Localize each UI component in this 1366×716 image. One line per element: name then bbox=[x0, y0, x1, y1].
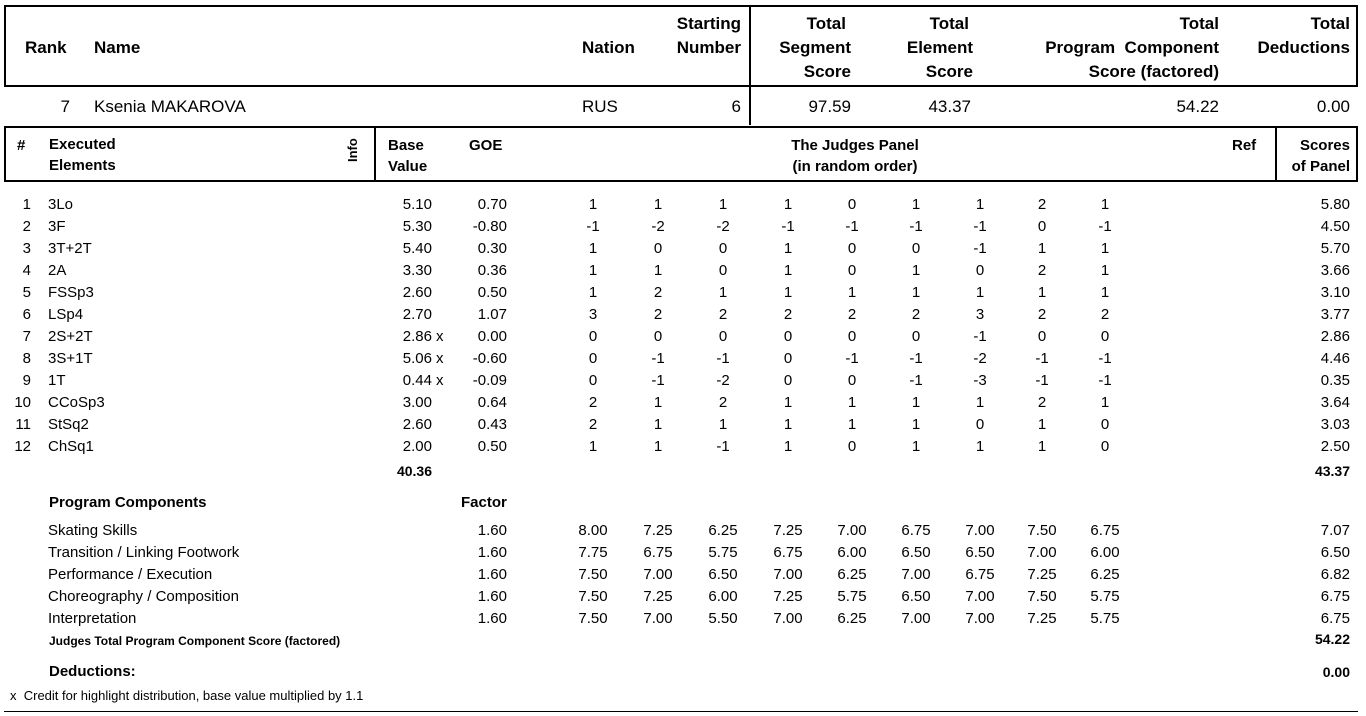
element-panel-score: 5.80 bbox=[1320, 196, 1350, 213]
component-factor: 1.60 bbox=[477, 544, 507, 561]
component-judge-mark: 6.75 bbox=[643, 544, 673, 561]
component-judge-mark: 7.00 bbox=[643, 610, 673, 627]
component-judge-mark: 7.00 bbox=[901, 610, 931, 627]
element-judge-mark: 1 bbox=[911, 438, 921, 455]
element-judge-mark: 2 bbox=[653, 284, 663, 301]
footnote: x Credit for highlight distribution, base value multiplied by 1.1 bbox=[10, 688, 364, 703]
element-judge-mark: 1 bbox=[847, 416, 857, 433]
element-judge-mark: -1 bbox=[1035, 372, 1049, 389]
element-goe: -0.80 bbox=[472, 218, 507, 235]
component-judge-mark: 6.25 bbox=[837, 610, 867, 627]
component-judge-mark: 7.50 bbox=[578, 610, 608, 627]
element-goe: 0.70 bbox=[477, 196, 507, 213]
skater-starting-number: 6 bbox=[731, 97, 741, 116]
element-judge-mark: 1 bbox=[653, 196, 663, 213]
element-judge-mark: 0 bbox=[653, 328, 663, 345]
element-name: 2S+2T bbox=[48, 328, 93, 345]
element-judge-mark: 1 bbox=[783, 394, 793, 411]
element-goe: 1.07 bbox=[477, 306, 507, 323]
component-factor: 1.60 bbox=[477, 588, 507, 605]
element-judge-mark: 1 bbox=[911, 262, 921, 279]
component-panel-score: 6.75 bbox=[1320, 610, 1350, 627]
pcs-label-line1: Total bbox=[1179, 14, 1219, 33]
element-judge-mark: -1 bbox=[651, 372, 665, 389]
element-judge-mark: 0 bbox=[718, 262, 728, 279]
element-judge-mark: 0 bbox=[847, 262, 857, 279]
element-panel-score: 5.70 bbox=[1320, 240, 1350, 257]
element-base-value: 3.30 bbox=[402, 262, 432, 279]
element-number: 3 bbox=[22, 240, 31, 257]
rank-label: Rank bbox=[25, 38, 67, 57]
component-judge-mark: 7.00 bbox=[643, 566, 673, 583]
element-judge-mark: -1 bbox=[909, 350, 923, 367]
element-number: 10 bbox=[14, 394, 31, 411]
element-panel-score: 2.50 bbox=[1320, 438, 1350, 455]
component-judge-mark: 6.50 bbox=[901, 588, 931, 605]
element-judge-mark: 1 bbox=[1100, 284, 1110, 301]
element-judge-mark: -1 bbox=[651, 350, 665, 367]
element-judge-mark: 1 bbox=[911, 394, 921, 411]
component-name: Skating Skills bbox=[48, 522, 138, 539]
component-judge-mark: 7.00 bbox=[965, 522, 995, 539]
element-judge-mark: 2 bbox=[911, 306, 921, 323]
element-judge-mark: 1 bbox=[911, 416, 921, 433]
element-judge-mark: 1 bbox=[588, 240, 598, 257]
element-judge-mark: 0 bbox=[1100, 416, 1110, 433]
element-judge-mark: -1 bbox=[1098, 372, 1112, 389]
col-num-header: # bbox=[17, 137, 26, 154]
element-judge-mark: -1 bbox=[973, 240, 987, 257]
element-bonus-marker: x bbox=[436, 350, 444, 367]
element-judge-mark: -1 bbox=[909, 218, 923, 235]
component-judge-mark: 5.50 bbox=[708, 610, 738, 627]
component-judge-mark: 6.50 bbox=[965, 544, 995, 561]
element-number: 6 bbox=[22, 306, 31, 323]
element-panel-score: 3.66 bbox=[1320, 262, 1350, 279]
element-judge-mark: 2 bbox=[718, 394, 728, 411]
element-goe: 0.50 bbox=[477, 284, 507, 301]
tes-label-line2: Element bbox=[906, 38, 973, 57]
elements-total-base: 40.36 bbox=[396, 463, 432, 479]
element-judge-mark: 3 bbox=[975, 306, 985, 323]
element-judge-mark: -1 bbox=[1098, 350, 1112, 367]
skater-tss: 97.59 bbox=[808, 97, 851, 116]
elements-header-box bbox=[4, 126, 1358, 182]
element-number: 8 bbox=[22, 350, 31, 367]
element-judge-mark: -1 bbox=[845, 218, 859, 235]
col-ref-header: Ref bbox=[1232, 137, 1257, 154]
element-base-value: 5.10 bbox=[402, 196, 432, 213]
element-judge-mark: 1 bbox=[1037, 284, 1047, 301]
col-scores-header-line1: Scores bbox=[1299, 137, 1350, 154]
starting-number-label-line1: Starting bbox=[676, 14, 741, 33]
component-panel-score: 6.75 bbox=[1320, 588, 1350, 605]
element-judge-mark: 0 bbox=[783, 350, 793, 367]
col-executed-header-line2: Elements bbox=[49, 157, 116, 174]
element-judge-mark: -1 bbox=[973, 328, 987, 345]
pcs-total-value: 54.22 bbox=[1314, 631, 1350, 647]
element-judge-mark: 1 bbox=[847, 284, 857, 301]
element-judge-mark: 0 bbox=[718, 240, 728, 257]
component-judge-mark: 7.25 bbox=[773, 522, 803, 539]
component-judge-mark: 6.75 bbox=[965, 566, 995, 583]
element-name: ChSq1 bbox=[48, 438, 94, 455]
info-divider bbox=[374, 126, 376, 182]
element-judge-mark: 2 bbox=[783, 306, 793, 323]
element-name: 3S+1T bbox=[48, 350, 93, 367]
component-judge-mark: 7.00 bbox=[773, 610, 803, 627]
component-judge-mark: 7.25 bbox=[643, 522, 673, 539]
element-judge-mark: 0 bbox=[847, 240, 857, 257]
program-components-header: Program Components bbox=[49, 494, 207, 511]
component-judge-mark: 7.25 bbox=[643, 588, 673, 605]
element-judge-mark: 1 bbox=[911, 284, 921, 301]
element-base-value: 2.86 bbox=[402, 328, 432, 345]
element-judge-mark: 0 bbox=[718, 328, 728, 345]
element-judge-mark: -1 bbox=[909, 372, 923, 389]
element-number: 1 bbox=[22, 196, 31, 213]
component-judge-mark: 7.25 bbox=[1027, 566, 1057, 583]
element-judge-mark: -1 bbox=[973, 218, 987, 235]
element-bonus-marker: x bbox=[436, 372, 444, 389]
element-judge-mark: 0 bbox=[1037, 218, 1047, 235]
skater-rank: 7 bbox=[60, 97, 70, 116]
element-judge-mark: 1 bbox=[975, 196, 985, 213]
element-judge-mark: 0 bbox=[1100, 328, 1110, 345]
component-name: Interpretation bbox=[48, 610, 137, 627]
element-judge-mark: 0 bbox=[911, 328, 921, 345]
deductions-label-line1: Total bbox=[1310, 14, 1350, 33]
component-judge-mark: 6.25 bbox=[708, 522, 738, 539]
skater-pcs: 54.22 bbox=[1176, 97, 1219, 116]
element-goe: 0.64 bbox=[477, 394, 507, 411]
bottom-rule bbox=[4, 711, 1358, 712]
tss-label-line3: Score bbox=[803, 62, 851, 81]
nation-label: Nation bbox=[582, 38, 635, 57]
element-number: 7 bbox=[22, 328, 31, 345]
component-judge-mark: 7.00 bbox=[1027, 544, 1057, 561]
element-judge-mark: 1 bbox=[1037, 240, 1047, 257]
component-panel-score: 6.50 bbox=[1320, 544, 1350, 561]
element-panel-score: 4.46 bbox=[1320, 350, 1350, 367]
element-judge-mark: 1 bbox=[911, 196, 921, 213]
component-factor: 1.60 bbox=[477, 522, 507, 539]
element-judge-mark: 1 bbox=[783, 284, 793, 301]
element-judge-mark: -1 bbox=[1098, 218, 1112, 235]
element-judge-mark: 1 bbox=[653, 438, 663, 455]
component-judge-mark: 6.00 bbox=[837, 544, 867, 561]
element-number: 4 bbox=[22, 262, 31, 279]
element-number: 2 bbox=[22, 218, 31, 235]
element-judge-mark: 1 bbox=[1037, 438, 1047, 455]
element-base-value: 2.70 bbox=[402, 306, 432, 323]
element-name: LSp4 bbox=[48, 306, 84, 323]
element-judge-mark: 1 bbox=[783, 416, 793, 433]
element-name: FSSp3 bbox=[48, 284, 94, 301]
element-judge-mark: 0 bbox=[783, 372, 793, 389]
pcs-label-line2: Program Component bbox=[1045, 38, 1219, 57]
element-judge-mark: 0 bbox=[847, 196, 857, 213]
element-judge-mark: 2 bbox=[1037, 394, 1047, 411]
component-judge-mark: 7.00 bbox=[965, 588, 995, 605]
element-panel-score: 2.86 bbox=[1320, 328, 1350, 345]
pcs-label-line3: Score (factored) bbox=[1088, 62, 1219, 81]
element-judge-mark: -2 bbox=[716, 372, 730, 389]
skater-nation: RUS bbox=[582, 97, 618, 116]
element-base-value: 2.60 bbox=[402, 416, 432, 433]
component-judge-mark: 7.50 bbox=[1027, 588, 1057, 605]
element-judge-mark: 1 bbox=[1100, 196, 1110, 213]
component-judge-mark: 6.75 bbox=[773, 544, 803, 561]
component-judge-mark: 6.50 bbox=[708, 566, 738, 583]
element-judge-mark: 0 bbox=[975, 416, 985, 433]
element-number: 11 bbox=[15, 416, 31, 433]
col-info-header: Info bbox=[345, 138, 360, 162]
component-judge-mark: 7.25 bbox=[773, 588, 803, 605]
element-judge-mark: 1 bbox=[1037, 416, 1047, 433]
component-name: Transition / Linking Footwork bbox=[48, 544, 240, 561]
element-judge-mark: 1 bbox=[718, 416, 728, 433]
element-judge-mark: 0 bbox=[847, 438, 857, 455]
element-judge-mark: 0 bbox=[1100, 438, 1110, 455]
element-judge-mark: 1 bbox=[1100, 262, 1110, 279]
element-number: 9 bbox=[22, 372, 31, 389]
element-judge-mark: -1 bbox=[845, 350, 859, 367]
element-name: 2A bbox=[48, 262, 67, 279]
element-judge-mark: 3 bbox=[588, 306, 598, 323]
element-judge-mark: 2 bbox=[588, 416, 598, 433]
element-judge-mark: 0 bbox=[1037, 328, 1047, 345]
element-judge-mark: 2 bbox=[1037, 306, 1047, 323]
element-judge-mark: 1 bbox=[588, 438, 598, 455]
element-judge-mark: 1 bbox=[783, 438, 793, 455]
col-goe-header: GOE bbox=[469, 137, 503, 154]
component-judge-mark: 6.75 bbox=[1090, 522, 1120, 539]
element-judge-mark: 1 bbox=[1100, 394, 1110, 411]
element-judge-mark: 1 bbox=[975, 394, 985, 411]
col-base-header-line1: Base bbox=[388, 137, 424, 154]
element-judge-mark: -1 bbox=[781, 218, 795, 235]
component-judge-mark: 5.75 bbox=[837, 588, 867, 605]
component-judge-mark: 7.50 bbox=[1027, 522, 1057, 539]
tss-label-line2: Segment bbox=[779, 38, 851, 57]
element-judge-mark: 1 bbox=[783, 196, 793, 213]
element-goe: 0.50 bbox=[477, 438, 507, 455]
tss-label-line1: Total bbox=[806, 14, 846, 33]
element-judge-mark: 1 bbox=[783, 262, 793, 279]
component-judge-mark: 6.75 bbox=[901, 522, 931, 539]
element-panel-score: 3.03 bbox=[1320, 416, 1350, 433]
component-judge-mark: 6.00 bbox=[1090, 544, 1120, 561]
element-judge-mark: 0 bbox=[975, 262, 985, 279]
judges-panel-header-line2: (in random order) bbox=[792, 158, 918, 175]
element-judge-mark: 1 bbox=[1100, 240, 1110, 257]
component-judge-mark: 8.00 bbox=[578, 522, 608, 539]
element-judge-mark: 1 bbox=[653, 416, 663, 433]
element-base-value: 0.44 bbox=[402, 372, 432, 389]
element-goe: -0.60 bbox=[472, 350, 507, 367]
component-factor: 1.60 bbox=[477, 566, 507, 583]
element-judge-mark: 1 bbox=[718, 284, 728, 301]
element-judge-mark: 1 bbox=[588, 284, 598, 301]
starting-number-label-line2: Number bbox=[676, 38, 741, 57]
element-bonus-marker: x bbox=[436, 328, 444, 345]
component-judge-mark: 6.50 bbox=[901, 544, 931, 561]
component-panel-score: 6.82 bbox=[1320, 566, 1350, 583]
element-name: StSq2 bbox=[48, 416, 89, 433]
element-judge-mark: 1 bbox=[718, 196, 728, 213]
element-judge-mark: 2 bbox=[847, 306, 857, 323]
component-judge-mark: 7.00 bbox=[837, 522, 867, 539]
component-judge-mark: 6.25 bbox=[837, 566, 867, 583]
component-judge-mark: 5.75 bbox=[1090, 588, 1120, 605]
element-panel-score: 4.50 bbox=[1320, 218, 1350, 235]
element-name: CCoSp3 bbox=[48, 394, 105, 411]
element-judge-mark: 2 bbox=[588, 394, 598, 411]
component-judge-mark: 7.75 bbox=[578, 544, 608, 561]
tes-label-line1: Total bbox=[929, 14, 969, 33]
element-panel-score: 3.64 bbox=[1320, 394, 1350, 411]
element-judge-mark: 2 bbox=[718, 306, 728, 323]
component-judge-mark: 7.25 bbox=[1027, 610, 1057, 627]
element-name: 1T bbox=[48, 372, 66, 389]
element-judge-mark: 2 bbox=[653, 306, 663, 323]
component-factor: 1.60 bbox=[477, 610, 507, 627]
skater-tes: 43.37 bbox=[928, 97, 971, 116]
element-judge-mark: 0 bbox=[911, 240, 921, 257]
element-judge-mark: -1 bbox=[1035, 350, 1049, 367]
element-panel-score: 0.35 bbox=[1320, 372, 1350, 389]
component-name: Choreography / Composition bbox=[48, 588, 239, 605]
element-name: 3F bbox=[48, 218, 66, 235]
element-base-value: 3.00 bbox=[402, 394, 432, 411]
element-judge-mark: 0 bbox=[588, 328, 598, 345]
element-goe: 0.43 bbox=[477, 416, 507, 433]
element-judge-mark: 1 bbox=[975, 284, 985, 301]
tes-label-line3: Score bbox=[925, 62, 973, 81]
element-judge-mark: -2 bbox=[716, 218, 730, 235]
col-base-header-line2: Value bbox=[388, 158, 428, 175]
component-name: Performance / Execution bbox=[48, 566, 213, 583]
element-judge-mark: 1 bbox=[653, 262, 663, 279]
element-number: 5 bbox=[22, 284, 31, 301]
skater-name: Ksenia MAKAROVA bbox=[94, 97, 246, 116]
element-judge-mark: 1 bbox=[783, 240, 793, 257]
element-judge-mark: 0 bbox=[653, 240, 663, 257]
skater-deductions: 0.00 bbox=[1316, 97, 1350, 116]
component-judge-mark: 7.50 bbox=[578, 566, 608, 583]
element-judge-mark: 1 bbox=[847, 394, 857, 411]
element-number: 12 bbox=[14, 438, 31, 455]
element-judge-mark: -1 bbox=[716, 438, 730, 455]
element-base-value: 5.06 bbox=[402, 350, 432, 367]
component-panel-score: 7.07 bbox=[1320, 522, 1350, 539]
element-judge-mark: -1 bbox=[586, 218, 600, 235]
element-judge-mark: -1 bbox=[716, 350, 730, 367]
element-panel-score: 3.77 bbox=[1320, 306, 1350, 323]
element-panel-score: 3.10 bbox=[1320, 284, 1350, 301]
col-executed-header-line1: Executed bbox=[49, 136, 116, 153]
col-scores-header-line2: of Panel bbox=[1291, 158, 1350, 175]
component-judge-mark: 7.00 bbox=[965, 610, 995, 627]
component-judge-mark: 7.00 bbox=[901, 566, 931, 583]
element-base-value: 5.30 bbox=[402, 218, 432, 235]
element-judge-mark: 1 bbox=[588, 262, 598, 279]
element-judge-mark: 2 bbox=[1100, 306, 1110, 323]
component-judge-mark: 7.50 bbox=[578, 588, 608, 605]
element-judge-mark: 0 bbox=[588, 372, 598, 389]
element-judge-mark: -3 bbox=[973, 372, 987, 389]
component-judge-mark: 6.00 bbox=[708, 588, 738, 605]
element-judge-mark: 0 bbox=[783, 328, 793, 345]
elements-total-score: 43.37 bbox=[1314, 463, 1350, 479]
component-judge-mark: 6.25 bbox=[1090, 566, 1120, 583]
element-judge-mark: 1 bbox=[653, 394, 663, 411]
element-judge-mark: 0 bbox=[847, 372, 857, 389]
component-judge-mark: 5.75 bbox=[708, 544, 738, 561]
element-judge-mark: 2 bbox=[1037, 262, 1047, 279]
element-judge-mark: 1 bbox=[975, 438, 985, 455]
factor-header: Factor bbox=[461, 494, 507, 511]
element-base-value: 2.60 bbox=[402, 284, 432, 301]
element-name: 3Lo bbox=[48, 196, 74, 213]
element-base-value: 2.00 bbox=[402, 438, 432, 455]
element-judge-mark: 0 bbox=[588, 350, 598, 367]
deductions-label: Deductions: bbox=[49, 663, 136, 680]
deductions-total-value: 0.00 bbox=[1322, 664, 1350, 680]
element-judge-mark: 1 bbox=[588, 196, 598, 213]
element-goe: 0.30 bbox=[477, 240, 507, 257]
judges-panel-header-line1: The Judges Panel bbox=[791, 137, 919, 154]
element-judge-mark: -2 bbox=[973, 350, 987, 367]
element-judge-mark: 0 bbox=[847, 328, 857, 345]
component-judge-mark: 5.75 bbox=[1090, 610, 1120, 627]
element-goe: 0.36 bbox=[477, 262, 507, 279]
element-judge-mark: 2 bbox=[1037, 196, 1047, 213]
element-base-value: 5.40 bbox=[402, 240, 432, 257]
name-label: Name bbox=[94, 38, 141, 57]
component-judge-mark: 7.00 bbox=[773, 566, 803, 583]
element-name: 3T+2T bbox=[48, 240, 92, 257]
element-goe: -0.09 bbox=[472, 372, 507, 389]
deductions-label-line2: Deductions bbox=[1257, 38, 1350, 57]
pcs-total-label: Judges Total Program Component Score (factored) bbox=[49, 634, 341, 648]
element-goe: 0.00 bbox=[477, 328, 507, 345]
element-judge-mark: -2 bbox=[651, 218, 665, 235]
